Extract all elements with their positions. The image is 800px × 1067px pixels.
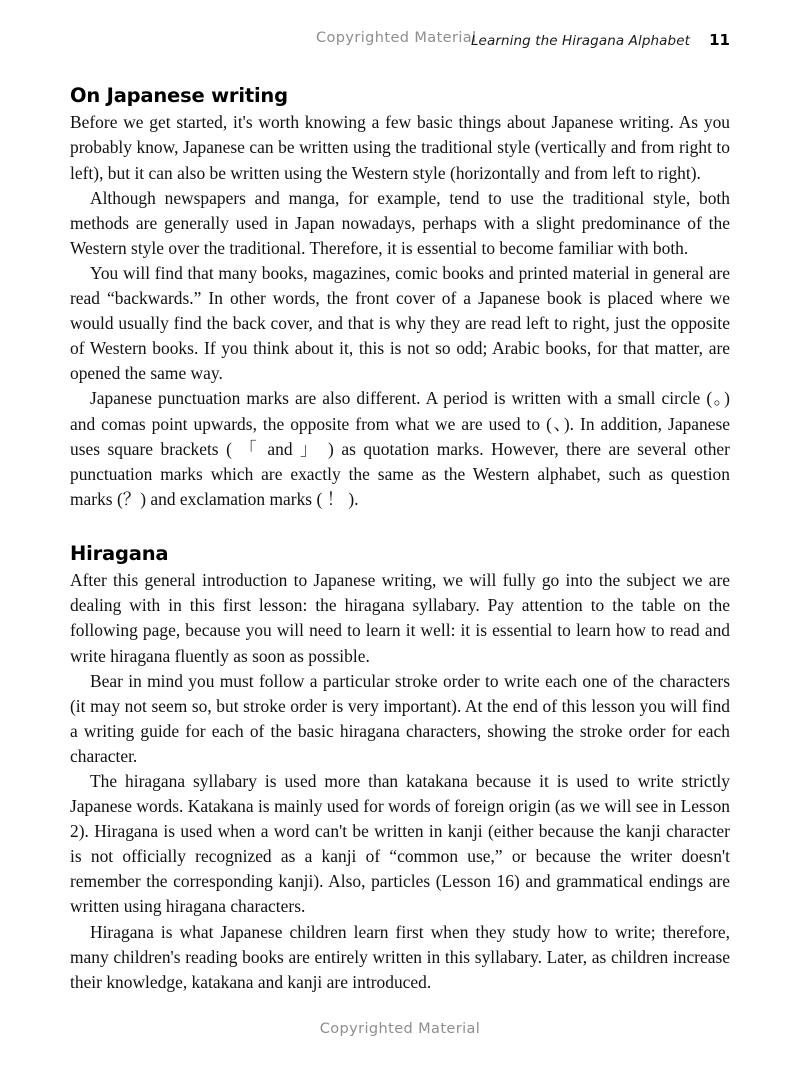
section-heading-hiragana: Hiragana — [70, 541, 169, 565]
watermark-bottom: Copyrighted Material — [319, 1021, 481, 1037]
paragraph: The hiragana syllabary is used more than katakana because it is used to write strictly Japanese words. Katakana is mainly used for words of foreign origin (as we will see in Lesson 2). Hiragana is used when a word can't be written in kanji (either because the kanji character is not officially recognized as a kanji of “common use,” or because the writer doesn't remember the corresponding kanji). Also, particles (Lesson 16) and grammatical endings are written using hiragana characters. — [70, 771, 730, 917]
watermark-top: Copyrighted Material — [316, 30, 477, 46]
section-heading-on-japanese-writing: On Japanese writing — [70, 84, 288, 107]
paragraph: Although newspapers and manga, for example, tend to use the traditional style, both methods are generally used in Japan nowadays, perhaps with a slight predominance of the Western style over the traditional. Therefore, it is essential to become familiar with both. — [70, 187, 730, 258]
page-number: 11 — [709, 31, 730, 49]
page-header — [70, 30, 730, 56]
page-content — [70, 84, 730, 995]
paragraph: You will find that many books, magazines, comic books and printed material in general are read “backwards.” In other words, the front cover of a Japanese book is placed where we would usually find the back cover, and that is why they are read left to right, just the opposite of Western books. If you think about it, this is not so odd; Arabic books, for that matter, are opened the same way. — [70, 262, 730, 384]
paragraph: Hiragana is what Japanese children learn first when they study how to write; therefore, many children's reading books are entirely written in this syllabary. Later, as children increase their knowledge, katakana and kanji are introduced. — [70, 921, 730, 992]
paragraph: Japanese punctuation marks are also different. A period is written with a small circle (。) and comas point upwards, the opposite from what we are used to (、). In addition, Japanese uses square brackets ( 「 and 」 ) as quotation marks. However, there are several other punctuation marks which are exactly the same as the Western alphabet, such as question marks (？) and exclamation marks ( ！ ). — [70, 388, 730, 509]
paragraph: Bear in mind you must follow a particular stroke order to write each one of the characters (it may not seem so, but stroke order is very important). At the end of this lesson you will find a writing guide for each of the basic hiragana characters, showing the stroke order for each character. — [70, 670, 730, 766]
paragraph: Before we get started, it's worth knowing a few basic things about Japanese writing. As you probably know, Japanese can be written using the traditional style (vertically and from right to left), but it can also be written using the Western style (horizontally and from left to right). — [70, 112, 730, 183]
paragraph: After this general introduction to Japanese writing, we will fully go into the subject we are dealing with in this first lesson: the hiragana syllabary. Pay attention to the table on the following page, because you will need to learn it well: it is essential to learn how to read and write hiragana fluently as soon as possible. — [70, 570, 730, 666]
running-head: Learning the Hiragana Alphabet — [470, 33, 690, 49]
